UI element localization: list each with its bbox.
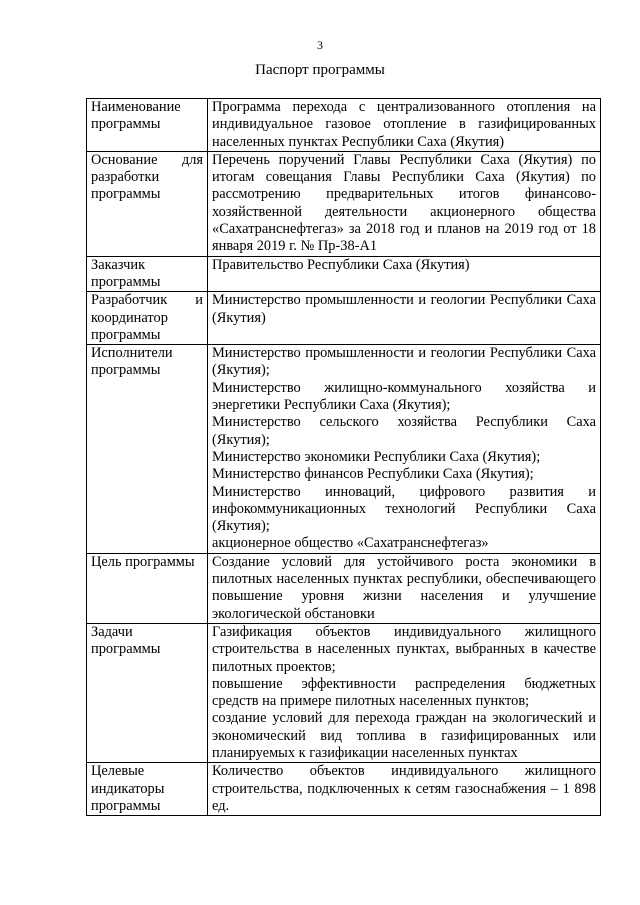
program-passport-table: [86, 98, 601, 816]
value-paragraph: повышение эффективности распределения бюджетных средств на примере пилотных населенных пунктов;: [212, 675, 596, 710]
table-row: [87, 345, 601, 554]
value-paragraph: Министерство сельского хозяйства Республики Саха (Якутия);: [212, 414, 596, 448]
row-value: [208, 623, 601, 762]
row-label: Задачи программы: [87, 623, 208, 762]
value-paragraph: Количество объектов индивидуального жилищного строительства, подключенных к сетям газоснабжения – 1 898 ед.: [212, 763, 596, 814]
row-label: Целевые индикаторы программы: [87, 763, 208, 816]
value-paragraph: Правительство Республики Саха (Якутия): [212, 256, 470, 273]
row-value: [208, 256, 601, 292]
value-paragraph: Министерство жилищно-коммунального хозяйства и энергетики Республики Саха (Якутия);: [212, 379, 596, 414]
table-row: [87, 623, 601, 762]
row-label: Разработчик и координатор программы: [87, 292, 208, 345]
row-label: Основание для разработки программы: [87, 151, 208, 256]
row-value: [208, 553, 601, 623]
row-value: [208, 99, 601, 152]
table-row: [87, 256, 601, 292]
row-value: [208, 763, 601, 816]
row-label: Исполнители программы: [87, 345, 208, 554]
row-value: [208, 345, 601, 554]
row-label: Заказчик программы: [87, 256, 208, 292]
value-paragraph: Программа перехода с централизованного отопления на индивидуальное газовое отопление в газифицированных населенных пунктах Республики Саха (Якутия): [212, 99, 596, 150]
table-row: [87, 553, 601, 623]
page-title: Паспорт программы: [255, 62, 385, 78]
value-paragraph: Министерство промышленности и геологии Республики Саха (Якутия): [212, 292, 596, 326]
table-row: [87, 292, 601, 345]
passport-table-body: [87, 99, 601, 816]
table-row: [87, 99, 601, 152]
value-paragraph: Газификация объектов индивидуального жилищного строительства в населенных пунктах, выбранных в качестве пилотных проектов;: [212, 623, 596, 675]
row-value: [208, 151, 601, 256]
row-value: [208, 292, 601, 345]
value-paragraph: акционерное общество «Сахатранснефтегаз»: [212, 535, 489, 552]
value-paragraph: Министерство инноваций, цифрового развития и инфокоммуникационных технологий Республики Саха (Якутия);: [212, 483, 596, 535]
page-number: 3: [317, 38, 323, 52]
row-label: Наименование программы: [87, 99, 208, 152]
value-paragraph: Министерство промышленности и геологии Республики Саха (Якутия);: [212, 345, 596, 379]
value-paragraph: создание условий для перехода граждан на экологический и экономический вид топлива в газифицированных или планируемых к газификации населенных пунктах: [212, 710, 596, 761]
value-paragraph: Создание условий для устойчивого роста экономики в пилотных населенных пунктах республики, обеспечивающего повышение уровня жизни населения и улучшение экологической обстановки: [212, 553, 596, 622]
value-paragraph: Министерство финансов Республики Саха (Якутия);: [212, 466, 534, 483]
value-paragraph: Перечень поручений Главы Республики Саха (Якутия) по итогам совещания Главы Республики Саха (Якутия) по рассмотрению предварительных итогов финансово-хозяйственной деятельности акционерного общества «Сахатранснефтегаз» за 2018 год и планов на 2019 год от 18 января 2019 г. № Пр-38-А1: [212, 151, 596, 255]
value-paragraph: Министерство экономики Республики Саха (Якутия);: [212, 448, 541, 465]
row-label: Цель программы: [87, 553, 208, 623]
table-row: [87, 151, 601, 256]
table-row: [87, 763, 601, 816]
